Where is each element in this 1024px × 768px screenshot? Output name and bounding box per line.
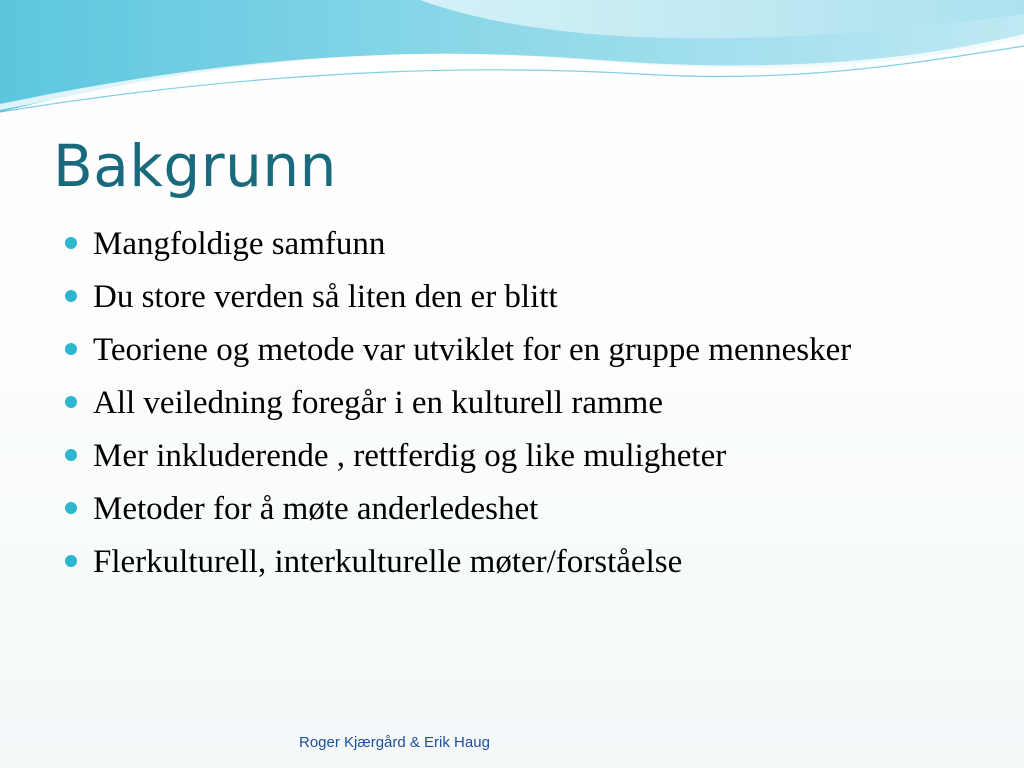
bullet-item xyxy=(62,275,962,319)
bullet-item xyxy=(62,487,962,531)
bullet-item xyxy=(62,540,962,584)
bullet-list xyxy=(62,222,962,593)
bullet-item xyxy=(62,434,962,478)
bullet-dot-icon xyxy=(65,555,77,567)
bullet-dot-icon xyxy=(65,237,77,249)
slide-title: Bakgrunn xyxy=(53,132,337,200)
bullet-text: Metoder for å møte anderledeshet xyxy=(93,491,539,527)
bullet-text: Du store verden så liten den er blitt xyxy=(93,279,558,315)
bullet-text: Mangfoldige samfunn xyxy=(93,226,386,262)
bullet-dot-icon xyxy=(65,502,77,514)
header-wave-decoration xyxy=(0,0,1024,120)
bullet-item xyxy=(62,381,962,425)
bullet-item xyxy=(62,222,962,266)
bullet-dot-icon xyxy=(65,449,77,461)
bullet-dot-icon xyxy=(65,290,77,302)
bullet-item xyxy=(62,328,962,372)
bullet-text: Mer inkluderende , rettferdig og like muligheter xyxy=(93,438,727,474)
bullet-text: Flerkulturell, interkulturelle møter/forståelse xyxy=(93,544,683,580)
slide-footer-authors: Roger Kjærgård & Erik Haug xyxy=(299,734,490,751)
bullet-text: All veiledning foregår i en kulturell ramme xyxy=(93,385,663,421)
bullet-dot-icon xyxy=(65,396,77,408)
bullet-text: Teoriene og metode var utviklet for en gruppe mennesker xyxy=(93,332,852,368)
bullet-dot-icon xyxy=(65,343,77,355)
